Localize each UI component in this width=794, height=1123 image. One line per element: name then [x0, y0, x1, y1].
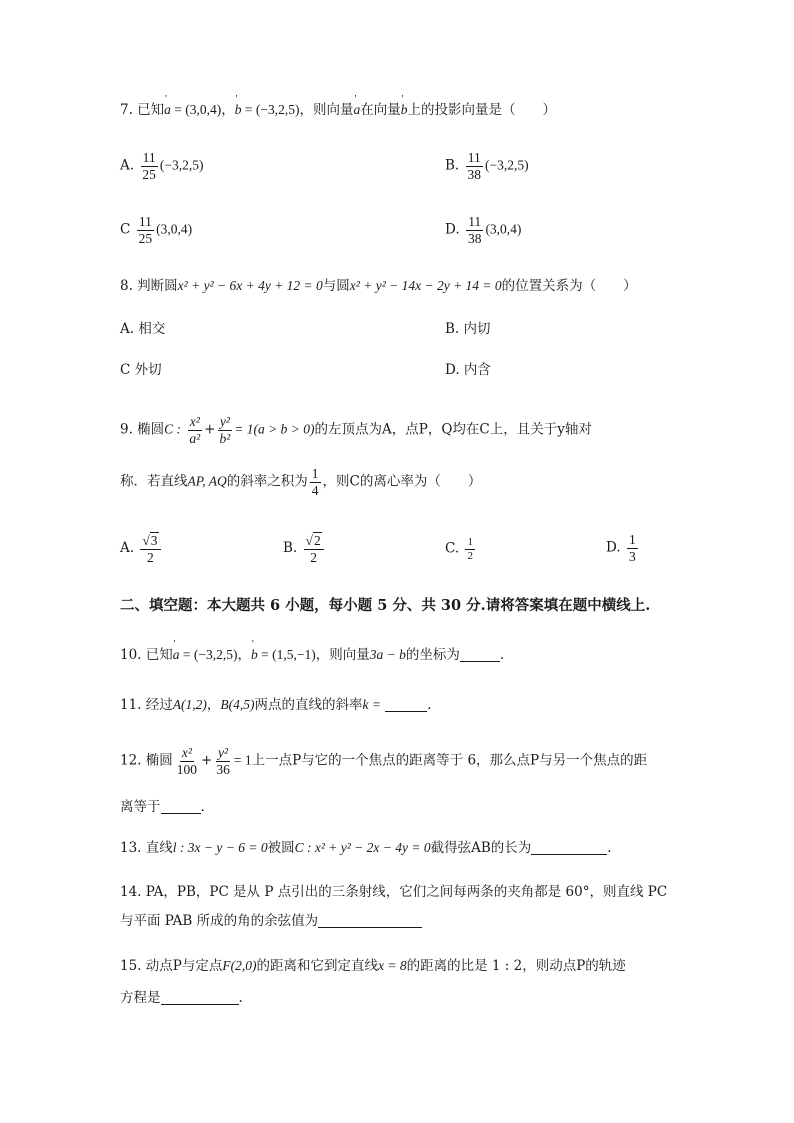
fraction-denominator: a² [189, 430, 201, 446]
q9-line2-mid: 的斜率之积为 [226, 473, 308, 490]
q9-option-c-label: C. [445, 540, 460, 557]
fraction-denominator: 4 [311, 482, 319, 498]
q12-line1-post: 上一点P与它的一个焦点的距离等于 6，那么点P与另一个焦点的距 [251, 752, 648, 769]
q8-stem-pre: 8. 判断圆 [120, 278, 178, 294]
fraction-denominator: 36 [216, 761, 230, 777]
q7-stem [120, 102, 556, 118]
fraction-numerator: y² [218, 745, 229, 760]
q13-pre: 13. 直线 [120, 840, 173, 856]
q12-answer-blank[interactable] [161, 799, 201, 814]
q13-post: 截得弦AB的长为 [430, 840, 532, 856]
fraction-denominator: 3 [628, 548, 636, 564]
q12-pre: 12. 椭圆 [120, 752, 173, 769]
fraction-numerator: x² [181, 745, 192, 760]
q15-post: 的距离的比是 1 : 2，则动点P的轨迹 [406, 958, 626, 974]
q12-equals: = 1 [233, 752, 252, 768]
q7-stem-post: 上的投影向量是（ ） [407, 102, 556, 118]
q13-line: l : 3x − y − 6 = 0 [172, 840, 268, 855]
q13-answer-blank[interactable] [531, 840, 607, 855]
fraction-numerator: 11 [142, 150, 156, 165]
q10-post: 的坐标为 [405, 647, 460, 663]
fraction-numerator: y² [219, 414, 230, 429]
fraction-numerator: 1 [628, 532, 636, 547]
q7-option-a-vector: (−3,2,5) [159, 157, 204, 173]
q7-option-b-vector: (−3,2,5) [485, 157, 529, 173]
q9-line2-pre: 称．若直线 [120, 473, 188, 490]
q15-line2: 方程是 [120, 990, 161, 1006]
q7-vector-a: ' a [164, 102, 171, 117]
q11-pre: 11. 经过 [120, 697, 173, 713]
q7-vector-a-ref: ' a [354, 102, 361, 117]
q9-option-b-fraction [304, 532, 324, 565]
sqrt-radicand: 2 [313, 533, 321, 548]
q8-option-a: A. 相交 [120, 321, 166, 337]
q9-line1-post: 的左顶点为A，点P，Q均在C上，且关于y轴对 [314, 421, 592, 438]
q8-stem-mid: 与圆 [322, 278, 350, 294]
q10-pre: 10. 已知 [120, 647, 173, 663]
q12-stem-line1: 12. 椭圆 $\frac{\text{x²}}{100}$ + $\frac{\text{y²}}{36}$ = 1上一点P与它的一个焦点的距离等于 6，那么点P与另一个焦点的距 [120, 745, 648, 777]
q9-option-c-fraction [465, 536, 475, 562]
fraction-numerator: 1 [311, 466, 319, 481]
q7-option-d [445, 214, 521, 246]
q9-option-a [120, 532, 163, 565]
q15-end: . [238, 990, 243, 1006]
q9-line2-post: ，则C的离心率为（ ） [322, 473, 482, 490]
q7-vector-b: ' b [235, 102, 242, 117]
q15-line: x = 8 [377, 958, 407, 973]
q15-point: F(2,0) [222, 958, 257, 973]
q13-mid: 被圆 [267, 840, 295, 856]
q13-circle: C : x² + y² − 2x − 4y = 0 [294, 840, 431, 855]
q11-end: . [427, 697, 432, 713]
q7-option-a-fraction [140, 150, 158, 182]
q7-stem-pre: 7. 已知 [120, 102, 165, 118]
q10-vector-b: ' b [251, 647, 258, 662]
q7-option-b [445, 150, 529, 182]
q9-stem-line1 [120, 414, 592, 446]
q7-option-b-label: B. [445, 157, 460, 174]
q7-option-c [120, 214, 192, 246]
q15-answer-blank[interactable] [161, 990, 239, 1005]
q10-vector-b-value: = (1,5,−1) [257, 647, 316, 662]
fraction-denominator: 2 [310, 549, 317, 565]
q8-option-b: B. 内切 [445, 321, 491, 337]
fraction-numerator: 11 [138, 214, 152, 229]
q8-option-d: D. 内含 [445, 362, 491, 378]
q8-circle-2: x² + y² − 14x − 2y + 14 = 0 [349, 278, 502, 293]
q8-stem-post: 的位置关系为（ ） [501, 278, 637, 294]
q9-option-c [445, 536, 477, 562]
fraction-denominator: 2 [147, 549, 154, 565]
fraction-numerator: 11 [468, 214, 482, 229]
q9-c-label: C : [164, 421, 182, 437]
fraction-denominator: 38 [467, 230, 482, 246]
q9-x-fraction [187, 414, 202, 446]
q12-y-fraction [214, 745, 232, 777]
q11-stem [120, 697, 432, 713]
q9-pre: 9. 椭圆 [120, 421, 165, 438]
q7-vector-b-ref: ' b [401, 102, 408, 117]
fraction-numerator: x² [189, 414, 200, 429]
q11-point-a: A(1,2) [172, 697, 207, 712]
q7-option-c-label: C [120, 221, 131, 238]
q9-option-b [283, 532, 326, 565]
q8-stem [120, 278, 637, 294]
q9-option-d-label: D. [606, 539, 621, 556]
q9-option-a-label: A. [120, 540, 135, 557]
q8-option-c: C 外切 [120, 362, 162, 378]
q11-point-b: B(4,5) [220, 697, 255, 712]
q12-stem-line2 [120, 799, 205, 815]
q14-line2: 与平面 PAB 所成的角的余弦值为 [120, 913, 319, 929]
q10-end: . [499, 647, 505, 663]
q9-stem-line2 [120, 466, 481, 498]
q9-plus: + [204, 421, 216, 438]
q15-stem-line2 [120, 990, 243, 1006]
q8-circle-1: x² + y² − 6x + 4y + 12 = 0 [177, 278, 323, 293]
q9-y-fraction [217, 414, 232, 446]
q14-answer-blank[interactable] [318, 913, 422, 928]
q7-option-d-vector: (3,0,4) [485, 221, 522, 237]
q7-option-a [120, 150, 203, 182]
q7-option-c-vector: (3,0,4) [156, 221, 193, 237]
q7-option-d-label: D. [445, 221, 460, 238]
fraction-denominator: b² [219, 430, 231, 446]
sqrt-radicand: 3 [150, 533, 158, 548]
q15-stem-line1 [120, 958, 626, 974]
q7-stem-mid2: 在向量 [360, 102, 401, 118]
fraction-denominator: 38 [467, 166, 482, 182]
q11-mid: 两点的直线的斜率 [254, 697, 363, 713]
q13-stem [120, 840, 612, 856]
q9-slope-fraction [310, 466, 321, 498]
q10-vector-a-value: = (−3,2,5) [179, 647, 238, 662]
q9-option-a-fraction [140, 532, 160, 565]
q15-pre: 15. 动点P与定点 [120, 958, 223, 974]
q10-answer-blank[interactable] [460, 647, 500, 662]
q15-mid: 的距离和它到定直线 [256, 958, 378, 974]
q11-sep: ， [206, 697, 221, 713]
fraction-numerator: 11 [467, 150, 481, 165]
q10-sep: ， [237, 647, 251, 663]
q9-option-b-label: B. [283, 540, 298, 557]
q7-sep: ， [221, 102, 235, 118]
fraction-numerator: √3 [140, 532, 160, 550]
q7-option-c-fraction [137, 214, 155, 246]
q11-k: k = [362, 697, 381, 712]
q10-vector-a: ' a [173, 647, 180, 662]
section-2-heading: 二、填空题：本大题共 6 小题，每小题 5 分、共 30 分.请将答案填在题中横线上. [120, 597, 651, 614]
q10-stem [120, 647, 504, 663]
q10-expression: 3a − b [369, 647, 406, 662]
q12-x-fraction [175, 745, 199, 777]
q10-mid: ，则向量 [315, 647, 370, 663]
q7-option-b-fraction [466, 150, 484, 182]
q13-end: . [607, 840, 612, 856]
q11-answer-blank[interactable] [385, 697, 427, 712]
q7-stem-mid: ，则向量 [299, 102, 354, 118]
q12-line2: 离等于 [120, 799, 161, 815]
fraction-denominator: 2 [467, 549, 473, 562]
fraction-denominator: 25 [138, 230, 153, 246]
q14-stem-line1: 14. PA，PB，PC 是从 P 点引出的三条射线，它们之间每两条的夹角都是 60°，则直线 PC [120, 884, 668, 900]
q9-option-d-fraction [627, 532, 638, 564]
q9-condition: = 1(a > b > 0) [234, 421, 315, 437]
q14-stem-line2 [120, 913, 422, 929]
fraction-denominator: 25 [142, 166, 156, 182]
q9-option-d [606, 532, 640, 564]
fraction-denominator: 100 [176, 761, 198, 777]
q9-lines: AP, AQ [187, 473, 227, 489]
q12-end: . [200, 799, 205, 815]
fraction-numerator: √2 [304, 532, 324, 550]
q7-option-a-label: A. [120, 157, 135, 174]
q7-vector-b-value: = (−3,2,5) [241, 102, 300, 117]
fraction-numerator: 1 [467, 536, 473, 548]
q7-vector-a-value: = (3,0,4) [170, 102, 222, 117]
q7-option-d-fraction [466, 214, 484, 246]
